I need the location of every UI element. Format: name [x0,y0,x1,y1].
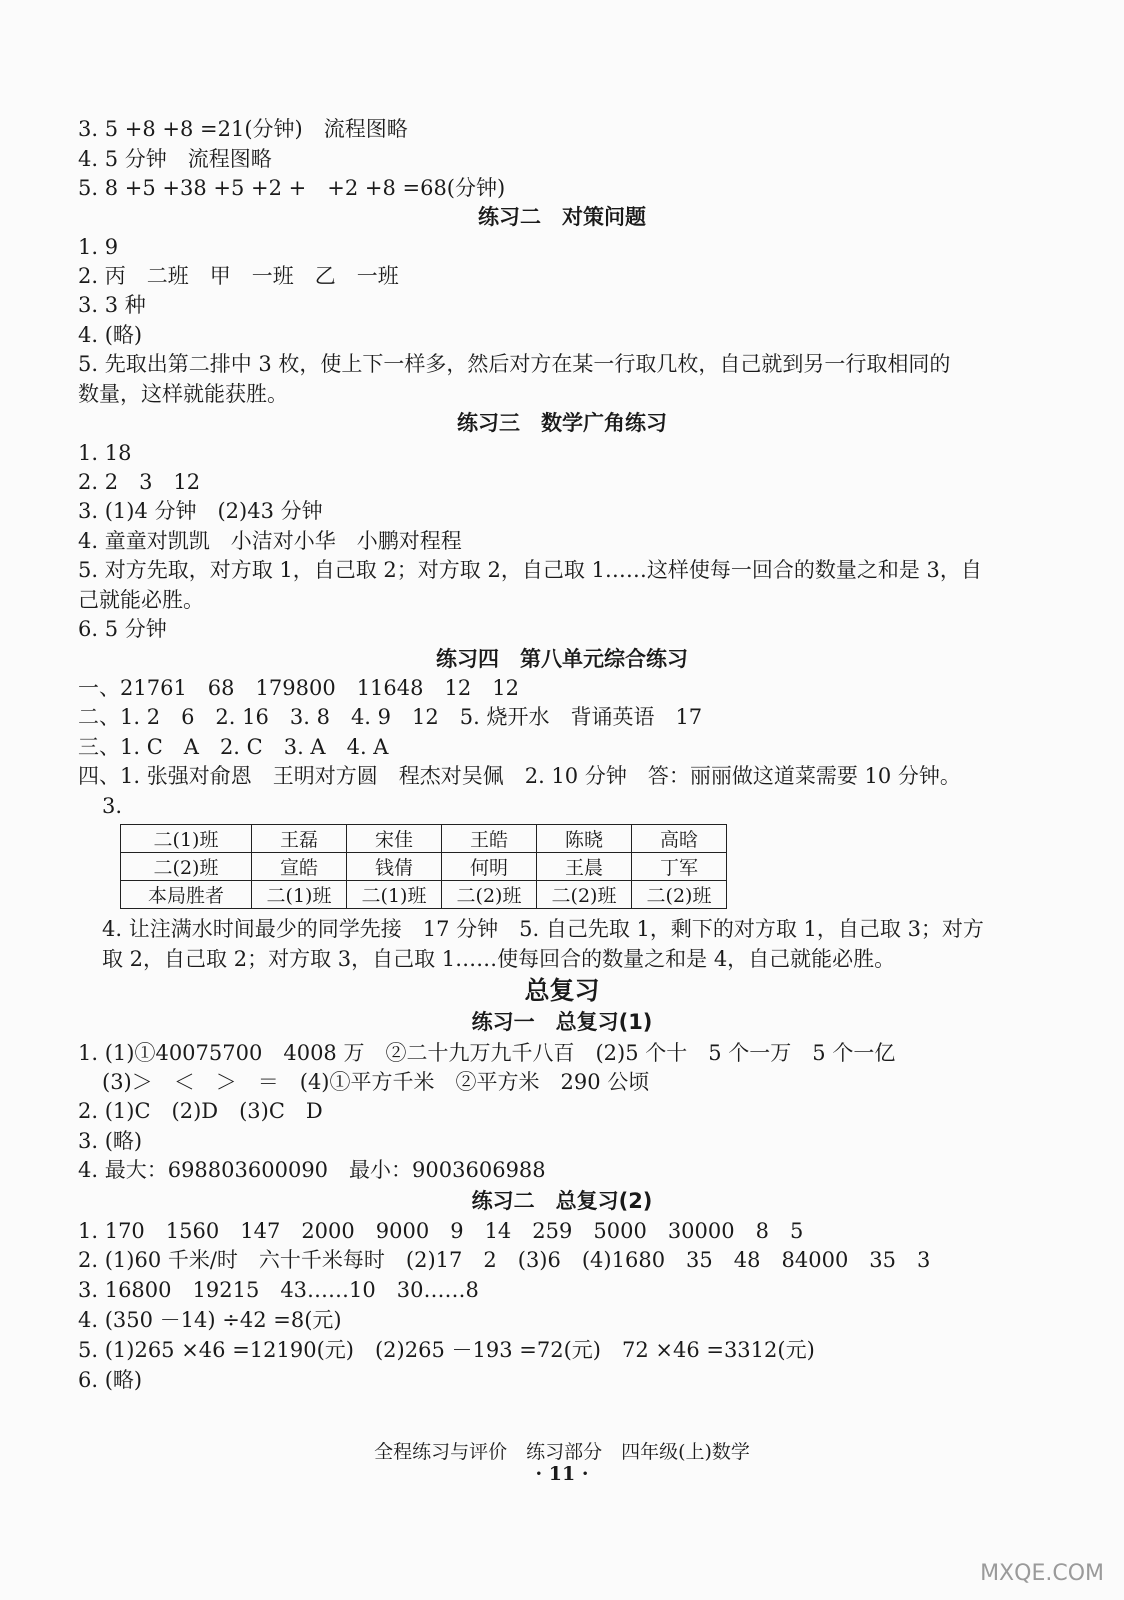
text-line: 四、1. 张强对俞恩 王明对方圆 程杰对吴佩 2. 10 分钟 答：丽丽做这道菜需要 10 分钟。 [78,764,961,788]
text-line: 一、21761 68 179800 11648 12 12 [78,676,519,700]
table-cell: 二(2)班 [537,881,632,909]
match-table [120,824,727,909]
text-line: (3)＞ ＜ ＞ ＝ (4)①平方千米 ②平方米 290 公顷 [102,1070,650,1094]
text-line: 3. [102,794,123,818]
text-line: 5. 先取出第二排中 3 枚，使上下一样多，然后对方在某一行取几枚，自己就到另一行取相同的 [78,352,951,376]
text-line: 三、1. C A 2. C 3. A 4. A [78,735,389,759]
section-title: 练习三 数学广角练习 [457,411,667,435]
text-line: 2. (1)C (2)D (3)C D [78,1099,323,1123]
text-line: 1. (1)①40075700 4008 万 ②二十九万九千八百 (2)5 个十 5 个一万 5 个一亿 [78,1041,896,1065]
table-cell: 何明 [442,853,537,881]
text-line: 数量，这样就能获胜。 [78,382,288,406]
footer-book-title: 全程练习与评价 练习部分 四年级(上)数学 [374,1441,750,1463]
text-line: 5. 8 +5 +38 +5 +2 + +2 +8 =68(分钟) [78,176,506,200]
text-line: 2. 2 3 12 [78,470,201,494]
table-cell: 王晨 [537,853,632,881]
table-cell: 高晗 [632,825,727,853]
text-line: 3. (1)4 分钟 (2)43 分钟 [78,499,323,523]
text-line: 4. 让注满水时间最少的同学先接 17 分钟 5. 自己先取 1，剩下的对方取 1，自己取 3；对方 [102,917,984,941]
table-cell: 本局胜者 [121,881,252,909]
text-line: 3. 16800 19215 43……10 30……8 [78,1278,479,1302]
section-title: 练习四 第八单元综合练习 [436,647,688,671]
table-cell: 宣皓 [252,853,347,881]
text-line: 3. 5 +8 +8 =21(分钟) 流程图略 [78,117,408,141]
text-line: 己就能必胜。 [78,588,204,612]
table-row [121,853,727,881]
text-line: 2. 丙 二班 甲 一班 乙 一班 [78,264,399,288]
table-cell: 宋佳 [347,825,442,853]
text-line: 2. (1)60 千米/时 六十千米每时 (2)17 2 (3)6 (4)1680 35 48 84000 35 3 [78,1248,931,1272]
text-line: 3. 3 种 [78,293,146,317]
text-line: 1. 170 1560 147 2000 9000 9 14 259 5000 30000 8 5 [78,1219,804,1243]
text-line: 1. 18 [78,441,132,465]
table-cell: 二(2)班 [121,853,252,881]
table-cell: 二(1)班 [121,825,252,853]
table-cell: 二(1)班 [347,881,442,909]
table-cell: 陈晓 [537,825,632,853]
text-line: 6. 5 分钟 [78,617,167,641]
text-line: 二、1. 2 6 2. 16 3. 8 4. 9 12 5. 烧开水 背诵英语 17 [78,705,703,729]
table-cell: 王磊 [252,825,347,853]
section-title: 练习二 对策问题 [478,205,646,229]
section-title: 练习一 总复习(1) [471,1010,653,1034]
table-cell: 钱倩 [347,853,442,881]
text-line: 5. 对方先取，对方取 1，自己取 2；对方取 2，自己取 1……这样使每一回合的数量之和是 3，自 [78,558,982,582]
table-row [121,825,727,853]
page-number: · 11 · [535,1463,589,1485]
text-line: 4. 5 分钟 流程图略 [78,147,272,171]
review-title: 总复习 [524,976,600,1005]
text-line: 4. (略) [78,323,143,347]
table-cell: 二(2)班 [442,881,537,909]
table-cell: 王皓 [442,825,537,853]
text-line: 6. (略) [78,1368,143,1392]
section-title: 练习二 总复习(2) [471,1189,653,1213]
table-cell: 二(1)班 [252,881,347,909]
text-line: 4. 童童对凯凯 小洁对小华 小鹏对程程 [78,529,462,553]
text-line: 1. 9 [78,235,119,259]
watermark: MXQE.COM [980,1561,1104,1586]
table-cell: 丁军 [632,853,727,881]
text-line: 4. (350 －14) ÷42 =8(元) [78,1308,342,1332]
text-line: 5. (1)265 ×46 =12190(元) (2)265 －193 =72(元) 72 ×46 =3312(元) [78,1338,815,1362]
table-cell: 二(2)班 [632,881,727,909]
text-line: 取 2，自己取 2；对方取 3，自己取 1……使每回合的数量之和是 4，自己就能必胜。 [102,947,896,971]
table-row [121,881,727,909]
text-line: 4. 最大：698803600090 最小：9003606988 [78,1158,546,1182]
text-line: 3. (略) [78,1129,143,1153]
